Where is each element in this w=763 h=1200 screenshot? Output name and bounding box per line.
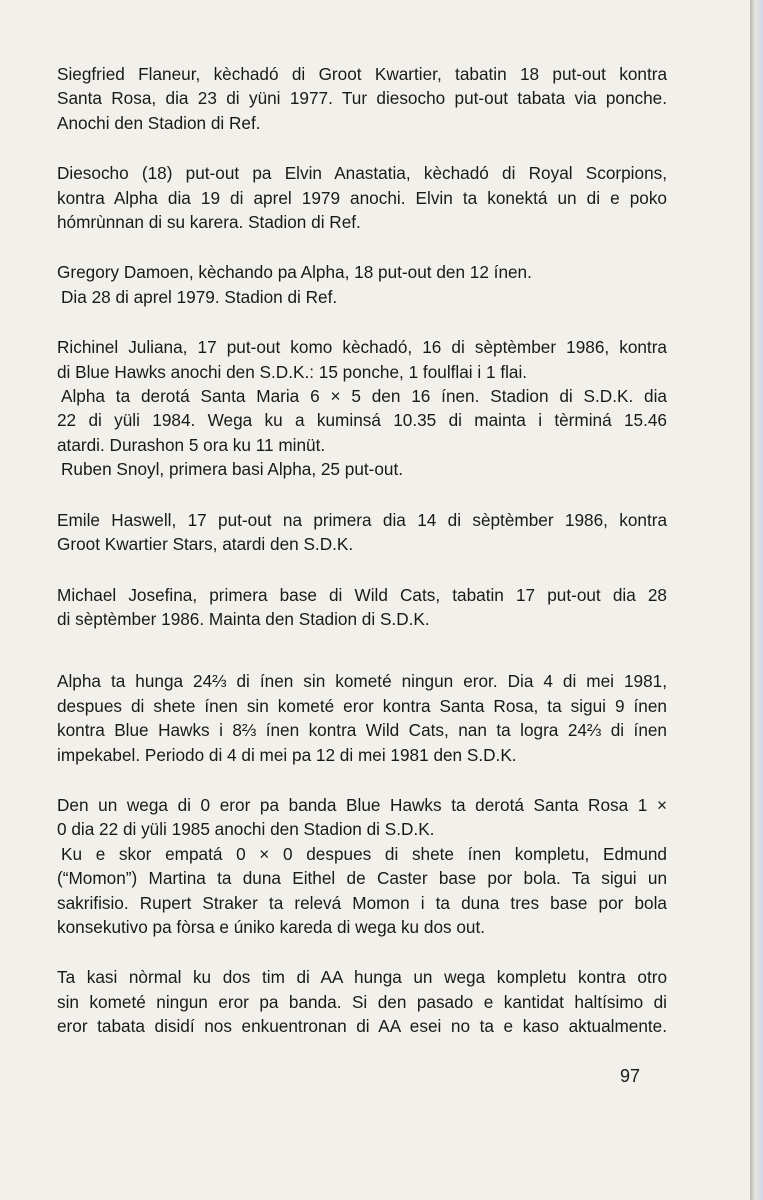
text-line: Gregory Damoen, kèchando pa Alpha, 18 put-out den 12 ínen.: [57, 262, 532, 283]
text-line: atardi. Durashon 5 ora ku 11 minüt.: [57, 434, 326, 455]
paragraph-flaneur: [57, 62, 667, 135]
page-body: [57, 62, 667, 1039]
text-line: (“Momon”) Martina ta duna Eithel de Caster base por bola. Ta sigui un: [57, 868, 667, 889]
text-line: Dia 28 di aprel 1979. Stadion di Ref.: [61, 286, 338, 307]
text-line: konsekutivo pa fòrsa e úniko kareda di wega ku dos out.: [57, 916, 486, 937]
text-line: 0 dia 22 di yüli 1985 anochi den Stadion di S.D.K.: [57, 819, 435, 840]
text-line: Ku e skor empatá 0 × 0 despues di shete ínen kompletu, Edmund: [61, 843, 667, 864]
text-line: Alpha ta derotá Santa Maria 6 × 5 den 16 ínen. Stadion di S.D.K. dia: [61, 386, 667, 407]
text-line: Ta kasi nòrmal ku dos tim di AA hunga un wega kompletu kontra otro: [57, 967, 667, 988]
text-line: Diesocho (18) put-out pa Elvin Anastatia, kèchadó di Royal Scorpions,: [57, 163, 667, 184]
text-line: Alpha ta hunga 24⅔ di ínen sin kometé ningun eror. Dia 4 di mei 1981,: [57, 671, 667, 692]
paragraph-josefina: [57, 583, 667, 632]
text-line: di Blue Hawks anochi den S.D.K.: 15 ponche, 1 foulflai i 1 flai.: [57, 361, 528, 382]
text-line: hómrùnnan di su karera. Stadion di Ref.: [57, 212, 361, 233]
text-line: Siegfried Flaneur, kèchadó di Groot Kwartier, tabatin 18 put-out kontra: [57, 64, 667, 84]
text-line: sakrifisio. Rupert Straker ta relevá Momon i ta duna tres base por bola: [57, 892, 667, 913]
text-line: 22 di yüli 1984. Wega ku a kuminsá 10.35 di mainta i tèrminá 15.46: [57, 410, 667, 431]
text-line: sin kometé ningun eror pa banda. Si den pasado e kantidat haltísimo di: [57, 991, 667, 1012]
page-edge: [750, 0, 763, 1200]
paragraph-anastatia: [57, 161, 667, 234]
paragraph-aa-teams: [57, 965, 667, 1038]
paragraph-alpha-record: [57, 669, 667, 767]
text-line: Groot Kwartier Stars, atardi den S.D.K.: [57, 534, 354, 555]
text-line: Michael Josefina, primera base di Wild Cats, tabatin 17 put-out dia 28: [57, 584, 667, 605]
text-line: Santa Rosa, dia 23 di yüni 1977. Tur diesocho put-out tabata via ponche.: [57, 88, 667, 109]
text-line: Anochi den Stadion di Ref.: [57, 112, 261, 133]
paragraph-haswell: [57, 508, 667, 557]
text-line: kontra Alpha dia 19 di aprel 1979 anochi. Elvin ta konektá un di e poko: [57, 187, 667, 208]
text-line: di sèptèmber 1986. Mainta den Stadion di S.D.K.: [57, 608, 430, 629]
text-line: Den un wega di 0 eror pa banda Blue Hawks ta derotá Santa Rosa 1 ×: [57, 794, 667, 815]
text-line: Emile Haswell, 17 put-out na primera dia 14 di sèptèmber 1986, kontra: [57, 509, 667, 530]
text-line: eror tabata disidí nos enkuentronan di AA esei no ta e kaso aktualmente.: [57, 1016, 667, 1037]
text-line: impekabel. Periodo di 4 di mei pa 12 di mei 1981 den S.D.K.: [57, 744, 517, 765]
paragraph-juliana: [57, 335, 667, 481]
page-number: 97: [620, 1066, 641, 1086]
paragraph-damoen: [57, 260, 667, 309]
text-line: kontra Blue Hawks i 8⅔ ínen kontra Wild Cats, nan ta logra 24⅔ di ínen: [57, 720, 667, 741]
text-line: Ruben Snoyl, primera basi Alpha, 25 put-out.: [61, 459, 404, 480]
text-line: despues di shete ínen sin kometé eror kontra Santa Rosa, ta sigui 9 ínen: [57, 695, 667, 716]
text-line: Richinel Juliana, 17 put-out komo kèchadó, 16 di sèptèmber 1986, kontra: [57, 337, 667, 358]
paragraph-blue-hawks: [57, 793, 667, 939]
